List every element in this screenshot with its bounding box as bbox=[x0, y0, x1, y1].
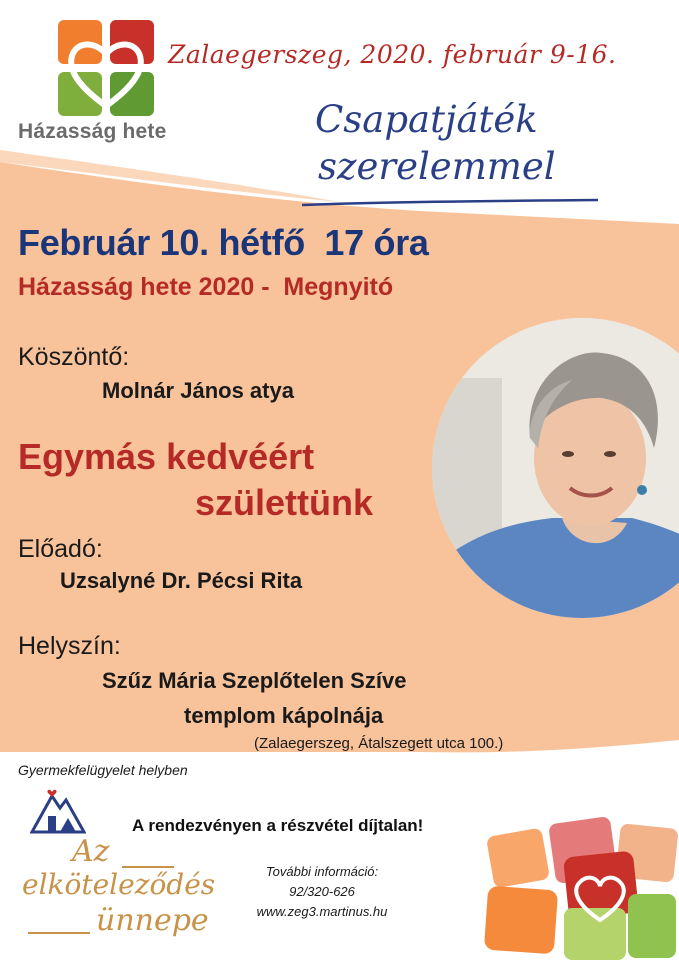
logo-text: Házasság hete bbox=[18, 120, 167, 143]
speaker-label: Előadó: bbox=[18, 535, 103, 563]
brand-line-1: Az bbox=[72, 834, 110, 869]
info-website-link[interactable]: www.zeg3.martinus.hu bbox=[256, 904, 388, 919]
hazassag-hete-logo bbox=[58, 20, 154, 116]
info-label: További információ: bbox=[265, 864, 379, 879]
venue-label: Helyszín: bbox=[18, 632, 121, 660]
venue-name-line-2: templom kápolnája bbox=[184, 703, 384, 728]
slogan-line-1: Csapatjáték bbox=[315, 98, 538, 141]
venue-name-line-1: Szűz Mária Szeplőtelen Szíve bbox=[102, 668, 407, 693]
event-subtitle: Házasság hete 2020 - Megnyitó bbox=[18, 273, 394, 301]
childcare-note: Gyermekfelügyelet helyben bbox=[18, 762, 188, 778]
church-logo-icon bbox=[30, 788, 86, 834]
talk-title-line-2: születtünk bbox=[195, 482, 374, 523]
brand-line-3: ünnepe bbox=[96, 903, 209, 938]
brand-divider-2 bbox=[28, 932, 90, 934]
talk-title-line-1: Egymás kedvéért bbox=[18, 436, 315, 477]
slogan-line-2: szerelemmel bbox=[318, 145, 556, 188]
brand-line-2: elköteleződés bbox=[22, 868, 216, 901]
event-datetime: Február 10. hétfő 17 óra bbox=[18, 222, 429, 263]
header-date-range: Zalaegerszeg, 2020. február 9-16. bbox=[168, 40, 617, 69]
greeting-name: Molnár János atya bbox=[102, 378, 294, 403]
venue-address: (Zalaegerszeg, Átalszegett utca 100.) bbox=[254, 735, 504, 752]
info-phone: 92/320-626 bbox=[289, 884, 355, 899]
decorative-heart-tiles bbox=[480, 812, 679, 960]
speaker-name: Uzsalyné Dr. Pécsi Rita bbox=[60, 568, 303, 593]
free-entry-note: A rendezvényen a részvétel díjtalan! bbox=[132, 816, 424, 835]
slogan-underline bbox=[300, 196, 600, 210]
greeting-label: Köszöntő: bbox=[18, 343, 130, 371]
